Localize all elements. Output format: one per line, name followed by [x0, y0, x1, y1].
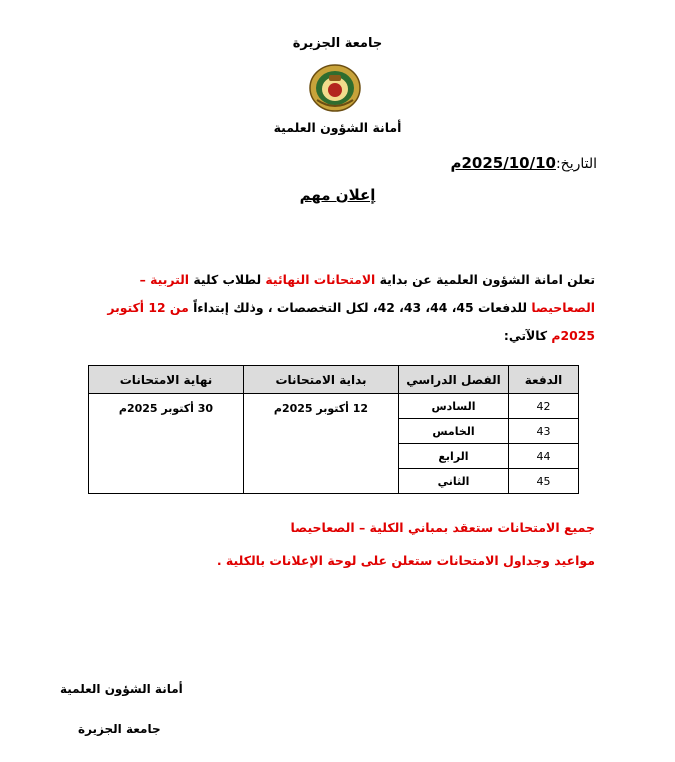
date-line	[450, 154, 597, 172]
university-name-bottom: جامعة الجزيرة	[78, 722, 161, 736]
exam-schedule-table	[88, 365, 579, 494]
date-label: التاريخ:	[555, 156, 597, 172]
semester-cell: الثاني	[399, 469, 509, 494]
semester-cell: السادس	[399, 394, 509, 419]
para-final-exams: الامتحانات النهائية	[265, 272, 376, 287]
note-schedule-board: مواعيد وجداول الامتحانات ستعلن على لوحة الإعلانات بالكلية .	[216, 553, 595, 568]
para-part-3: لطلاب كلية	[189, 272, 266, 287]
semester-cell: الرابع	[399, 444, 509, 469]
end-date-cell: 30 أكتوبر 2025م	[89, 394, 244, 494]
table-header-row	[89, 366, 579, 394]
para-college: التربية – الصعاحيصا	[139, 272, 595, 315]
note-exam-location: جميع الامتحانات ستعقد بمباني الكلية – الصعاحيصا	[290, 520, 595, 535]
batch-cell: 43	[509, 419, 579, 444]
announcement-paragraph	[75, 266, 595, 350]
announcement-title: إعلان مهم	[299, 186, 376, 204]
header-semester: الفصل الدراسي	[399, 366, 509, 394]
para-part-1: تعلن امانة الشؤون العلمية عن بداية	[375, 272, 595, 287]
semester-cell: الخامس	[399, 419, 509, 444]
batch-cell: 42	[509, 394, 579, 419]
batch-cell: 44	[509, 444, 579, 469]
para-part-5: للدفعات 45، 44، 43، 42، لكل التخصصات ، وذلك إبتداءاً	[188, 300, 532, 315]
para-start-date: من 12 أكتوبر 2025م	[107, 300, 595, 343]
date-value: 2025/10/10م	[450, 154, 556, 172]
header-start: بداية الامتحانات	[244, 366, 399, 394]
office-name-top: أمانة الشؤون العلمية	[273, 120, 402, 135]
table-row	[89, 394, 579, 419]
batch-cell: 45	[509, 469, 579, 494]
university-name-top: جامعة الجزيرة	[292, 36, 383, 51]
university-logo-icon	[307, 62, 363, 114]
start-date-cell: 12 أكتوبر 2025م	[244, 394, 399, 494]
para-part-7: كالآتي:	[503, 328, 552, 343]
header-end: نهاية الامتحانات	[89, 366, 244, 394]
header-batch: الدفعة	[509, 366, 579, 394]
office-name-bottom: أمانة الشؤون العلمية	[60, 682, 183, 696]
